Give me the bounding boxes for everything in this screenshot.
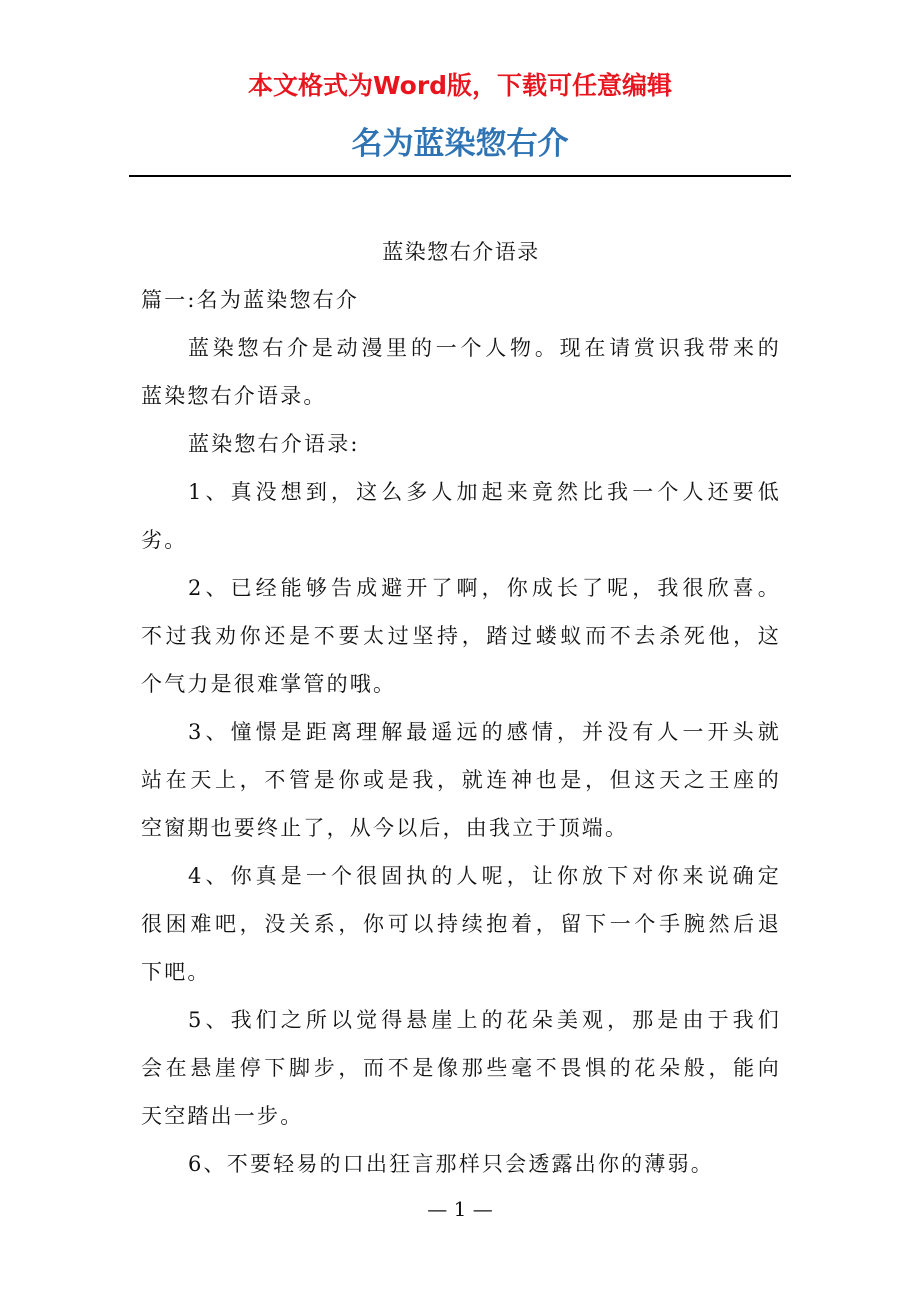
document-title: 名为蓝染惣右介 (351, 126, 569, 162)
quote-line: 5、我们之所以觉得悬崖上的花朵美观，那是由于我们 (188, 1008, 781, 1032)
quote-line: 3、憧憬是距离理解最遥远的感情，并没有人一开头就 (188, 720, 781, 744)
quote-line: 个气力是很难掌管的哦。 (141, 672, 397, 696)
quote-line: 4、你真是一个很固执的人呢，让你放下对你来说确定 (188, 864, 781, 888)
paragraph-line: 蓝染惣右介语录。 (141, 384, 327, 408)
chapter-label: 篇一:名为蓝染惣右介 (141, 288, 360, 312)
quote-line: 空窗期也要终止了，从今以后，由我立于顶端。 (141, 816, 629, 840)
quote-line: 很困难吧，没关系，你可以持续抱着，留下一个手腕然后退 (141, 912, 781, 936)
quote-line: 下吧。 (141, 960, 211, 984)
quote-line: 天空踏出一步。 (141, 1104, 304, 1128)
format-notice: 本文格式为Word版，下载可任意编辑 (247, 71, 673, 100)
section-heading: 蓝染惣右介语录 (382, 240, 540, 264)
quote-line: 2、已经能够告成避开了啊，你成长了呢，我很欣喜。 (188, 576, 781, 600)
quote-line: 站在天上，不管是你或是我，就连神也是，但这天之王座的 (141, 768, 781, 792)
quote-line: 会在悬崖停下脚步，而不是像那些毫不畏惧的花朵般，能向 (141, 1056, 781, 1080)
quote-line: 6、不要轻易的口出狂言那样只会透露出你的薄弱。 (188, 1152, 714, 1176)
quote-line: 不过我劝你还是不要太过坚持，踏过蝼蚁而不去杀死他，这 (141, 624, 781, 648)
paragraph-line: 蓝染惣右介语录: (188, 432, 360, 456)
paragraph-line: 蓝染惣右介是动漫里的一个人物。现在请赏识我带来的 (188, 336, 781, 360)
quote-line: 劣。 (141, 528, 188, 552)
page-number: — 1 — (427, 1197, 493, 1221)
quote-line: 1、真没想到，这么多人加起来竟然比我一个人还要低 (188, 480, 781, 504)
title-divider (129, 175, 791, 177)
